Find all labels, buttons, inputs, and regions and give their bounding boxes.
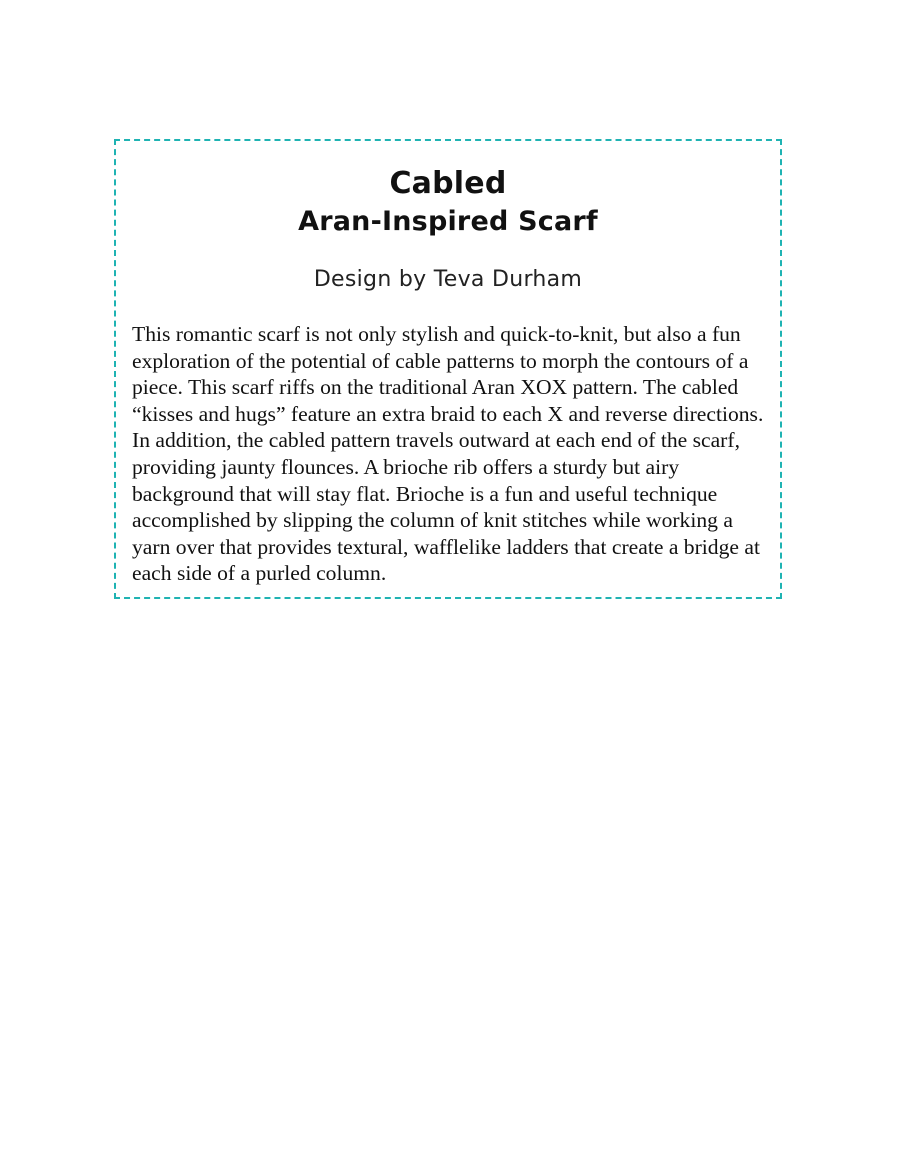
pattern-subtitle: Aran-Inspired Scarf: [298, 206, 598, 237]
pattern-intro-box: [114, 139, 782, 599]
designer-byline: Design by Teva Durham: [313, 267, 583, 292]
pattern-description: This romantic scarf is not only stylish and quick-to-knit, but also a fun exploration of the potential of cable patterns to morph the contours of a piece. This scarf riffs on the traditional Aran XOX pattern. The cabled “kisses and hugs” feature an extra braid to each X and reverse directions. In addition, the cabled pattern travels outward at each end of the scarf, providing jaunty flounces. A brioche rib offers a sturdy but airy background that will stay flat. Brioche is a fun and useful technique accomplished by slipping the column of knit stitches while working a yarn over that provides textural, wafflelike ladders that create a bridge at each side of a purled column.: [132, 322, 764, 586]
pattern-title: Cabled: [389, 166, 507, 201]
